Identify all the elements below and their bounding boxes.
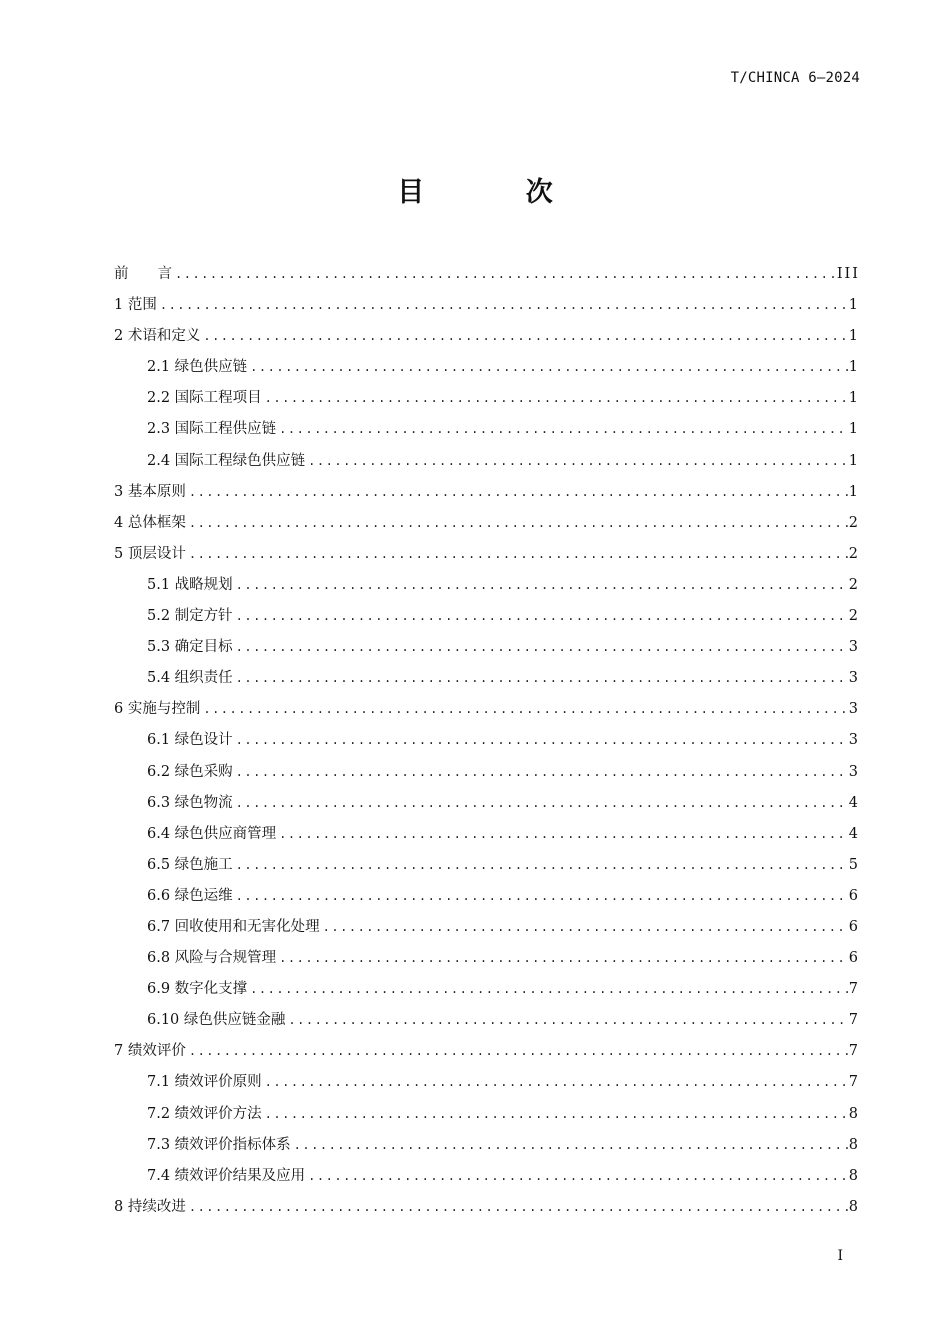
toc-entry-page: 2	[848, 514, 860, 531]
toc-dot-leader	[233, 850, 849, 881]
toc-entry[interactable]	[114, 1130, 860, 1161]
toc-dot-leader	[233, 725, 849, 756]
toc-entry-label: 6.9 数字化支撑	[147, 981, 248, 998]
toc-entry[interactable]	[114, 321, 860, 352]
toc-entry-page: 3	[848, 670, 860, 687]
toc-entry-page: 4	[848, 794, 860, 811]
toc-entry-label: 5.3 确定目标	[147, 639, 233, 656]
toc-entry-label: 6.8 风险与合规管理	[147, 950, 277, 967]
toc-dot-leader	[276, 414, 849, 445]
toc-entry[interactable]	[114, 414, 860, 445]
toc-entry[interactable]	[114, 725, 860, 756]
toc-entry-label: 5.2 制定方针	[147, 608, 233, 625]
toc-entry-page: 3	[848, 701, 860, 718]
toc-entry-page: 3	[848, 732, 860, 749]
toc-dot-leader	[276, 943, 849, 974]
toc-entry-label: 6 实施与控制	[114, 701, 201, 718]
toc-entry-label: 2 术语和定义	[114, 328, 201, 345]
toc-entry-label: 7.2 绩效评价方法	[147, 1105, 262, 1122]
toc-dot-leader	[262, 1099, 849, 1130]
toc-entry[interactable]	[114, 1005, 860, 1036]
toc-dot-leader	[233, 881, 849, 912]
toc-dot-leader	[233, 663, 849, 694]
toc-entry[interactable]	[114, 477, 860, 508]
toc-entry-page: 3	[848, 763, 860, 780]
toc-dot-leader	[233, 757, 849, 788]
toc-entry[interactable]	[114, 943, 860, 974]
toc-entry-label: 6.10 绿色供应链金融	[147, 1012, 286, 1029]
toc-entry-page: 2	[848, 545, 860, 562]
toc-entry-label: 1 范围	[114, 297, 157, 314]
toc-entry-page: 6	[848, 950, 860, 967]
toc-entry-label: 7 绩效评价	[114, 1043, 186, 1060]
toc-dot-leader	[233, 788, 849, 819]
toc-entry-label: 7.3 绩效评价指标体系	[147, 1136, 291, 1153]
toc-entry-page: 4	[848, 825, 860, 842]
toc-entry[interactable]	[114, 352, 860, 383]
toc-entry-page: 8	[848, 1105, 860, 1122]
toc-title: 目 次	[397, 177, 599, 208]
toc-entry-page: 7	[848, 1012, 860, 1029]
toc-entry-label: 2.2 国际工程项目	[147, 390, 262, 407]
toc-entry[interactable]	[114, 1192, 860, 1223]
toc-entry-page: 1	[848, 452, 860, 469]
toc-dot-leader	[262, 1067, 849, 1098]
toc-entry-label: 6.5 绿色施工	[147, 856, 233, 873]
toc-dot-leader	[186, 1192, 849, 1223]
toc-entry-label: 7.1 绩效评价原则	[147, 1074, 262, 1091]
toc-dot-leader	[291, 1130, 849, 1161]
toc-entry[interactable]	[114, 1161, 860, 1192]
toc-dot-leader	[172, 259, 837, 290]
toc-entry-label: 2.3 国际工程供应链	[147, 421, 277, 438]
toc-entry[interactable]	[114, 259, 860, 290]
toc-entry[interactable]	[114, 694, 860, 725]
toc-entry[interactable]	[114, 570, 860, 601]
toc-entry-label: 6.7 回收使用和无害化处理	[147, 918, 320, 935]
toc-entry-page: 7	[848, 981, 860, 998]
toc-entry-page: 7	[848, 1074, 860, 1091]
toc-dot-leader	[305, 1161, 849, 1192]
toc-entry[interactable]	[114, 1067, 860, 1098]
toc-entry-page: 3	[848, 639, 860, 656]
toc-entry[interactable]	[114, 1099, 860, 1130]
toc-dot-leader	[247, 352, 849, 383]
toc-entry[interactable]	[114, 632, 860, 663]
toc-dot-leader	[186, 539, 849, 570]
toc-entry[interactable]	[114, 974, 860, 1005]
toc-entry-page: 8	[848, 1167, 860, 1184]
toc-entry-label: 3 基本原则	[114, 483, 186, 500]
toc-dot-leader	[233, 570, 849, 601]
toc-entry[interactable]	[114, 539, 860, 570]
toc-entry[interactable]	[114, 290, 860, 321]
toc-dot-leader	[305, 446, 849, 477]
toc-entry-page: 6	[848, 918, 860, 935]
toc-entry[interactable]	[114, 819, 860, 850]
toc-entry-page: 1	[848, 328, 860, 345]
toc-dot-leader	[233, 632, 849, 663]
toc-entry-label: 5 顶层设计	[114, 545, 186, 562]
toc-dot-leader	[200, 694, 848, 725]
toc-entry-page: 1	[848, 483, 860, 500]
toc-entry[interactable]	[114, 508, 860, 539]
toc-entry-page: 5	[848, 856, 860, 873]
toc-entry-label: 4 总体框架	[114, 514, 186, 531]
toc-entry-page: 2	[848, 608, 860, 625]
toc-entry-label: 前 言	[114, 266, 172, 282]
toc-entry-label: 5.4 组织责任	[147, 670, 233, 687]
toc-dot-leader	[157, 290, 849, 321]
toc-entry-page: 1	[848, 421, 860, 438]
toc-dot-leader	[247, 974, 849, 1005]
toc-entry-page: 1	[848, 359, 860, 376]
toc-entry[interactable]	[114, 850, 860, 881]
toc-dot-leader	[276, 819, 849, 850]
toc-dot-leader	[186, 1036, 849, 1067]
toc-entry-label: 6.1 绿色设计	[147, 732, 233, 749]
toc-entry-page: 7	[848, 1043, 860, 1060]
toc-entry-label: 6.4 绿色供应商管理	[147, 825, 277, 842]
toc-entry[interactable]	[114, 383, 860, 414]
toc-entry-page: 8	[848, 1198, 860, 1215]
toc-entry-page: 1	[848, 297, 860, 314]
toc-entry-page: 1	[848, 390, 860, 407]
toc-entry[interactable]	[114, 663, 860, 694]
toc-entry[interactable]	[114, 601, 860, 632]
toc-dot-leader	[262, 383, 849, 414]
toc-dot-leader	[200, 321, 848, 352]
table-of-contents	[114, 259, 860, 1223]
toc-entry-label: 6.6 绿色运维	[147, 887, 233, 904]
toc-entry-page: III	[836, 266, 860, 282]
toc-entry[interactable]	[114, 881, 860, 912]
toc-entry-page: 8	[848, 1136, 860, 1153]
toc-dot-leader	[320, 912, 849, 943]
toc-entry-label: 8 持续改进	[114, 1198, 186, 1215]
toc-entry-label: 6.2 绿色采购	[147, 763, 233, 780]
toc-entry[interactable]	[114, 446, 860, 477]
toc-dot-leader	[285, 1005, 848, 1036]
toc-entry-label: 7.4 绩效评价结果及应用	[147, 1167, 306, 1184]
toc-entry-label: 2.4 国际工程绿色供应链	[147, 452, 306, 469]
toc-dot-leader	[233, 601, 849, 632]
toc-entry-page: 6	[848, 887, 860, 904]
document-code: T/CHINCA 6—2024	[730, 70, 860, 86]
toc-entry-page: 2	[848, 576, 860, 593]
toc-entry[interactable]	[114, 757, 860, 788]
toc-entry[interactable]	[114, 1036, 860, 1067]
page-number: I	[837, 1248, 843, 1264]
toc-entry-label: 2.1 绿色供应链	[147, 359, 248, 376]
toc-entry[interactable]	[114, 788, 860, 819]
toc-entry-label: 5.1 战略规划	[147, 576, 233, 593]
toc-entry-label: 6.3 绿色物流	[147, 794, 233, 811]
toc-dot-leader	[186, 477, 849, 508]
toc-entry[interactable]	[114, 912, 860, 943]
toc-dot-leader	[186, 508, 849, 539]
